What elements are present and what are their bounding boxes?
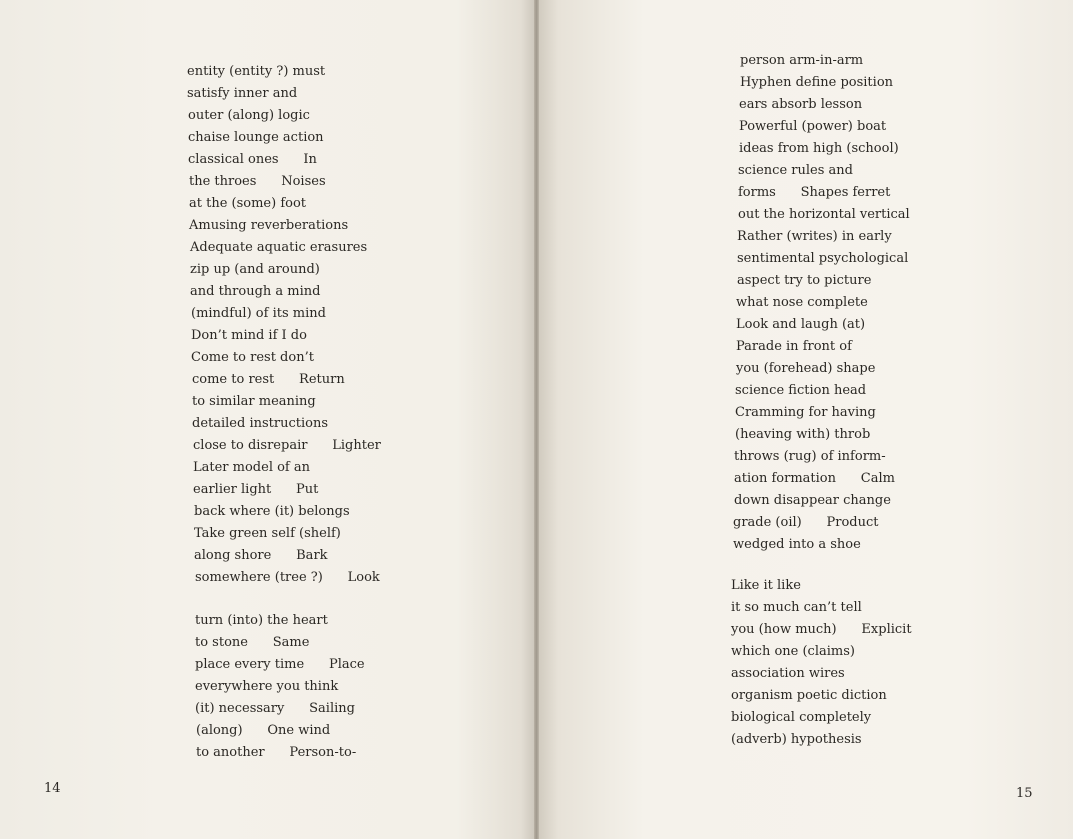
- page-number-left: 14: [44, 781, 61, 796]
- poem-line: Powerful (power) boat: [739, 119, 887, 134]
- poem-line: (mindful) of its mind: [191, 306, 326, 321]
- poem-line: association wires: [731, 666, 845, 681]
- poem-line: (heaving with) throb: [735, 427, 871, 442]
- poem-line: science rules and: [738, 163, 853, 178]
- poem-line: (it) necessary Sailing: [195, 701, 355, 716]
- right-stanza-2: [731, 575, 912, 751]
- page-number-right: 15: [1016, 786, 1033, 801]
- poem-line: satisfy inner and: [187, 86, 298, 101]
- poem-line: to similar meaning: [192, 394, 316, 409]
- right-stanza-1: [733, 50, 912, 556]
- poem-line: wedged into a shoe: [733, 537, 861, 552]
- poem-line: Amusing reverberations: [189, 218, 349, 233]
- poem-line: you (how much) Explicit: [731, 622, 912, 637]
- poem-line: organism poetic diction: [731, 688, 887, 703]
- poem-line: classical ones In: [188, 152, 317, 167]
- left-stanza-1: [187, 61, 381, 589]
- poem-line: Rather (writes) in early: [737, 229, 892, 244]
- poem-line: to stone Same: [195, 635, 310, 650]
- poem-line: Cramming for having: [735, 405, 876, 420]
- poem-line: Hyphen define position: [740, 75, 894, 90]
- poem-line: it so much can’t tell: [731, 600, 862, 615]
- poem-line: and through a mind: [190, 284, 321, 299]
- poem-line: (along) One wind: [196, 723, 331, 738]
- poem-line: aspect try to picture: [737, 273, 872, 288]
- poem-line: at the (some) foot: [189, 196, 307, 211]
- right-page: [537, 0, 1073, 839]
- poem-line: grade (oil) Product: [733, 515, 879, 530]
- poem-line: to another Person-to-: [196, 745, 357, 760]
- poem-line: down disappear change: [734, 493, 891, 508]
- poem-line: somewhere (tree ?) Look: [195, 570, 380, 585]
- poem-line: person arm-in-arm: [740, 53, 864, 68]
- poem-line: outer (along) logic: [188, 108, 310, 123]
- poem-line: what nose complete: [736, 295, 868, 310]
- poem-line: the throes Noises: [189, 174, 326, 189]
- book-gutter: [534, 0, 539, 839]
- poem-line: turn (into) the heart: [195, 613, 328, 628]
- poem-line: Adequate aquatic erasures: [190, 240, 368, 255]
- poem-line: chaise lounge action: [188, 130, 324, 145]
- poem-line: biological completely: [731, 710, 872, 725]
- poem-line: along shore Bark: [194, 548, 328, 563]
- poem-line: you (forehead) shape: [736, 361, 876, 376]
- poem-line: earlier light Put: [193, 482, 319, 497]
- poem-line: ation formation Calm: [734, 471, 895, 486]
- poem-line: sentimental psychological: [737, 251, 909, 266]
- poem-line: back where (it) belongs: [194, 504, 350, 519]
- left-stanza-2: [195, 610, 365, 764]
- poem-line: out the horizontal vertical: [738, 207, 910, 222]
- poem-line: ideas from high (school): [739, 141, 899, 156]
- poem-line: everywhere you think: [195, 679, 339, 694]
- poem-line: place every time Place: [195, 657, 365, 672]
- poem-line: science fiction head: [735, 383, 867, 398]
- poem-line: entity (entity ?) must: [187, 64, 326, 79]
- poem-line: forms Shapes ferret: [738, 185, 891, 200]
- poem-line: Come to rest don’t: [191, 350, 314, 365]
- poem-line: detailed instructions: [192, 416, 328, 431]
- poem-line: Don’t mind if I do: [191, 328, 307, 343]
- poem-line: throws (rug) of inform-: [734, 449, 886, 464]
- poem-line: (adverb) hypothesis: [731, 732, 862, 747]
- poem-line: come to rest Return: [192, 372, 345, 387]
- poem-line: Like it like: [731, 578, 801, 593]
- poem-line: ears absorb lesson: [739, 97, 863, 112]
- poem-line: Take green self (shelf): [194, 526, 341, 541]
- poem-line: which one (claims): [731, 644, 855, 659]
- poem-line: Later model of an: [193, 460, 310, 475]
- poem-line: Parade in front of: [736, 339, 852, 354]
- poem-line: zip up (and around): [190, 262, 320, 277]
- poem-line: Look and laugh (at): [736, 317, 866, 332]
- poem-line: close to disrepair Lighter: [193, 438, 381, 453]
